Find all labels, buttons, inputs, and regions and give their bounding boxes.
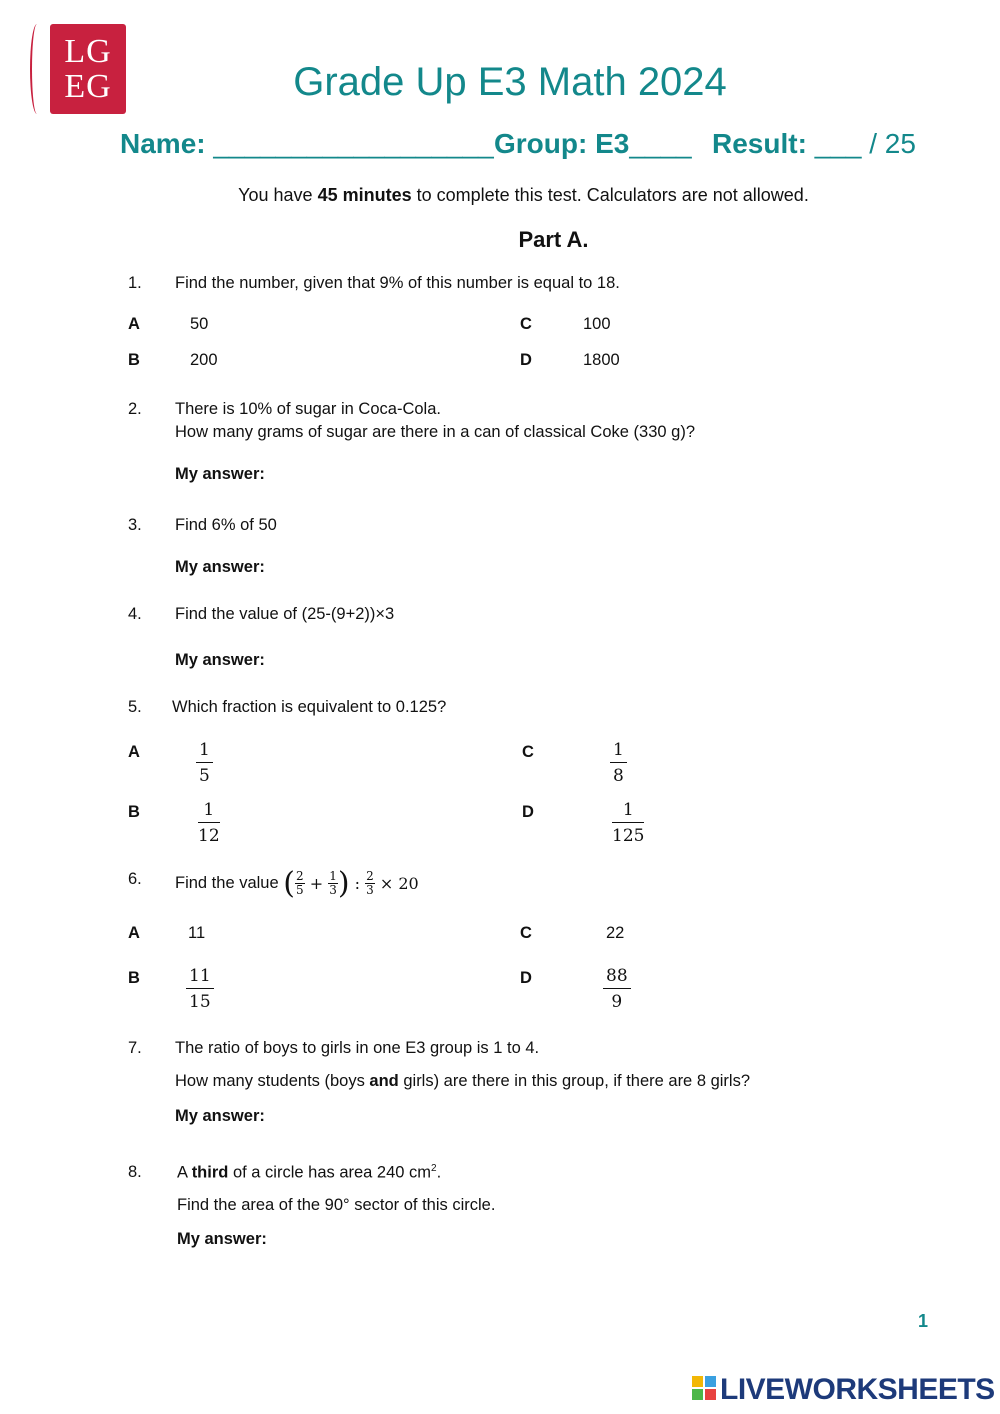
option-letter: A xyxy=(128,315,140,333)
option-fraction[interactable]: $\frac{1}{5}$ xyxy=(196,740,213,786)
question-text: Find 6% of 50 xyxy=(175,516,277,534)
option-fraction[interactable]: $\frac{88}{9}$ xyxy=(603,966,631,1012)
part-title: Part A. xyxy=(518,227,589,252)
option-value[interactable]: 22 xyxy=(606,924,625,942)
option-fraction[interactable]: $\frac{1}{125}$ xyxy=(612,800,645,846)
question-text: The ratio of boys to girls in one E3 group is 1 to 4. xyxy=(175,1039,540,1057)
result-field[interactable]: Result: ___ / 25 xyxy=(712,128,916,159)
question-text: There is 10% of sugar in Coca-Cola. xyxy=(175,400,441,418)
answer-label: My answer: xyxy=(177,1230,267,1248)
option-value[interactable]: 100 xyxy=(583,315,611,333)
question-text: Find the area of the 90° sector of this circle. xyxy=(177,1196,496,1214)
name-field[interactable]: Name: __________________ xyxy=(120,128,494,159)
school-logo: LG EG xyxy=(50,24,126,114)
question-number: 3. xyxy=(128,516,142,534)
option-letter: C xyxy=(520,315,532,333)
question-number: 4. xyxy=(128,605,142,623)
liveworksheets-logo[interactable]: LIVEWORKSHEETS xyxy=(692,1373,995,1407)
question-text: How many students (boys and girls) are there in this group, if there are 8 girls? xyxy=(175,1072,751,1090)
answer-label: My answer: xyxy=(175,558,265,576)
group-field[interactable]: Group: E3____ xyxy=(494,128,692,159)
question-number: 7. xyxy=(128,1039,142,1057)
question-text: Find the value ( $\frac{2}{5}$ + $\frac{1}{3}$ ) : $\frac{2}{3}$ × 20 xyxy=(175,866,419,901)
question-number: 1. xyxy=(128,274,142,292)
option-letter: A xyxy=(128,924,140,942)
option-letter: B xyxy=(128,803,140,821)
option-value[interactable]: 50 xyxy=(190,315,209,333)
liveworksheets-icon xyxy=(692,1376,716,1400)
option-value[interactable]: 11 xyxy=(188,924,206,942)
option-value[interactable]: 200 xyxy=(190,351,218,369)
page-title: Grade Up E3 Math 2024 xyxy=(293,60,727,104)
question-number: 5. xyxy=(128,698,142,716)
question-text: Find the number, given that 9% of this number is equal to 18. xyxy=(175,274,620,292)
question-number: 6. xyxy=(128,870,142,888)
question-text: How many grams of sugar are there in a can of classical Coke (330 g)? xyxy=(175,423,695,441)
question-text: A third of a circle has area 240 $cm^2$. xyxy=(177,1163,442,1182)
option-letter: D xyxy=(520,969,532,987)
option-letter: B xyxy=(128,351,140,369)
option-value[interactable]: 1800 xyxy=(583,351,620,369)
page-number: 1 xyxy=(918,1311,929,1331)
answer-label: My answer: xyxy=(175,1107,265,1125)
option-letter: C xyxy=(522,743,534,761)
instructions: You have 45 minutes to complete this test. Calculators are not allowed. xyxy=(238,185,809,205)
option-letter: C xyxy=(520,924,532,942)
answer-label: My answer: xyxy=(175,465,265,483)
answer-label: My answer: xyxy=(175,651,265,669)
option-fraction[interactable]: $\frac{1}{8}$ xyxy=(610,740,627,786)
option-fraction[interactable]: $\frac{11}{15}$ xyxy=(186,966,214,1012)
math-expression: ( $\frac{2}{5}$ + $\frac{1}{3}$ ) : $\frac{2}{3}$ × 20 xyxy=(283,866,419,901)
question-number: 2. xyxy=(128,400,142,418)
option-fraction[interactable]: $\frac{1}{12}$ xyxy=(198,800,220,846)
option-letter: A xyxy=(128,743,140,761)
option-letter: B xyxy=(128,969,140,987)
option-letter: D xyxy=(520,351,532,369)
option-letter: D xyxy=(522,803,534,821)
question-text: Which fraction is equivalent to 0.125? xyxy=(172,698,447,716)
question-number: 8. xyxy=(128,1163,142,1181)
question-text: Find the value of (25-(9+2))×3 xyxy=(175,605,395,623)
